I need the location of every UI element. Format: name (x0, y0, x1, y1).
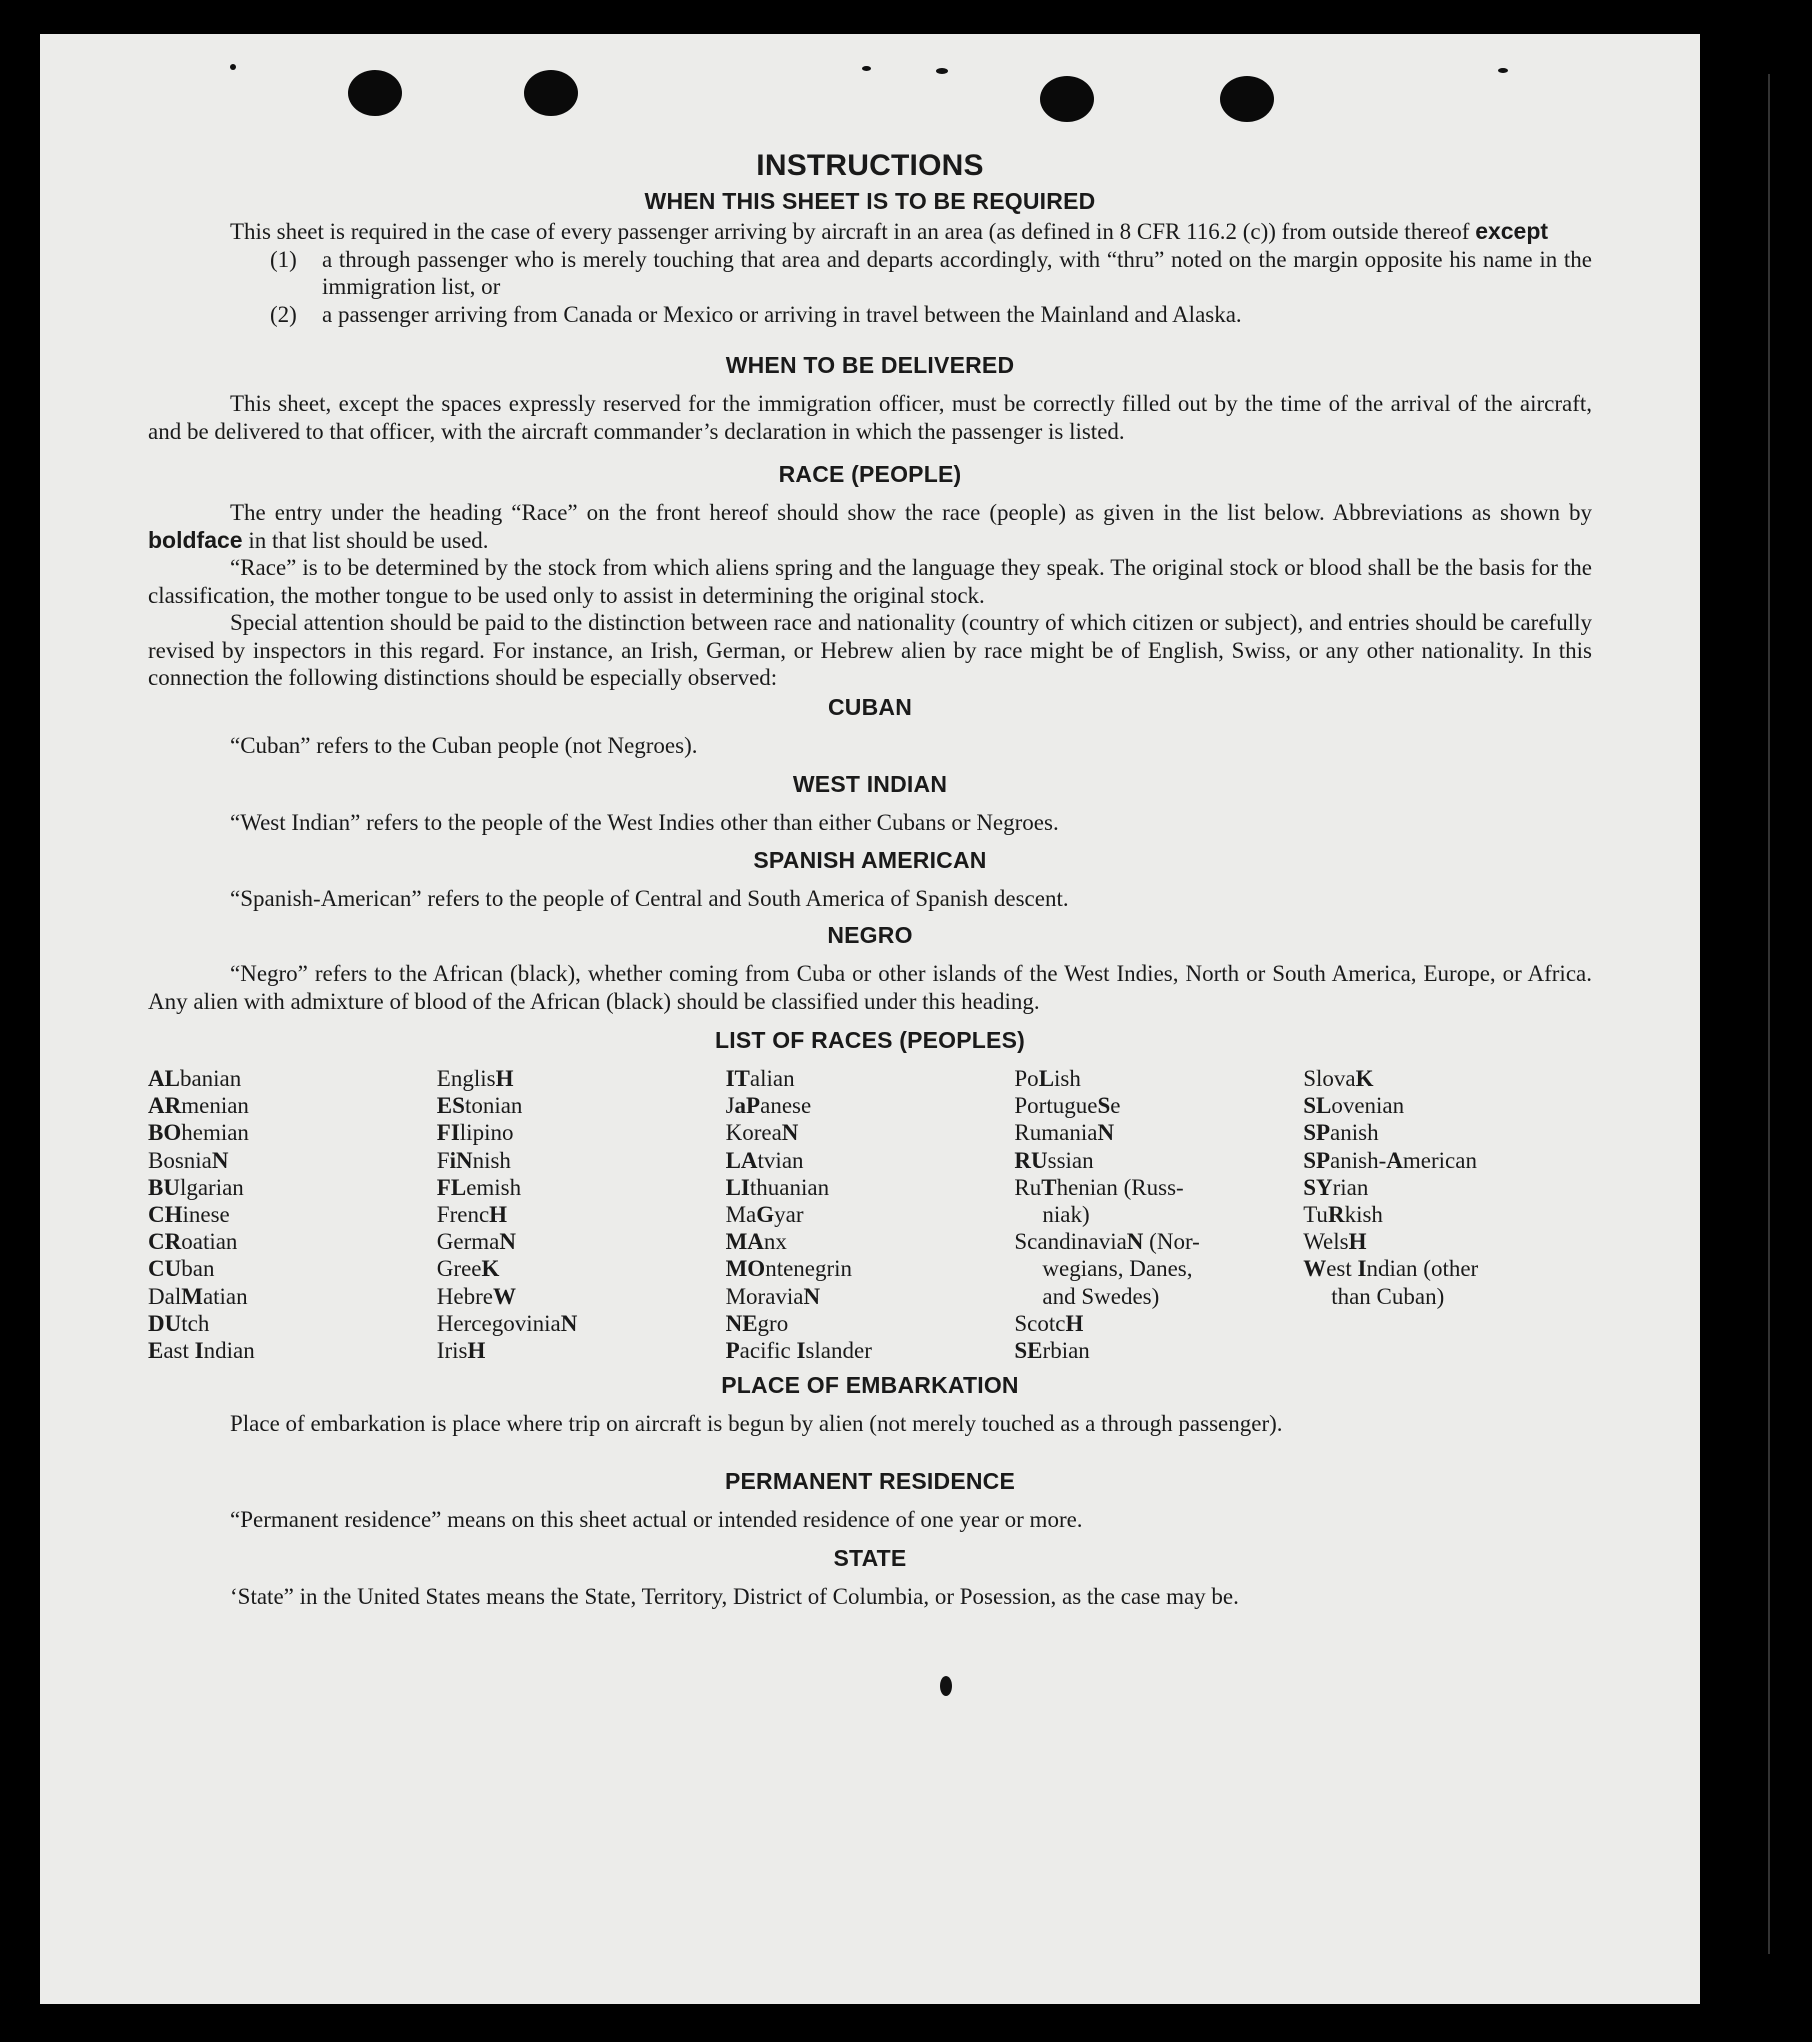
race-abbreviation: P (725, 1338, 740, 1364)
races-column (1014, 1065, 1303, 1364)
paragraph (148, 499, 1592, 554)
race-text: ish (1054, 1066, 1081, 1091)
item-text: a passenger arriving from Canada or Mexico or arriving in travel between the Mainland and Alaska. (322, 301, 1242, 327)
paragraph (148, 218, 1592, 246)
race-text: yar (774, 1202, 804, 1228)
race-text: Hebre (436, 1283, 493, 1309)
race-text: Slova (1303, 1066, 1356, 1091)
race-abbreviation: G (756, 1202, 775, 1228)
race-entry (148, 1147, 437, 1174)
race-entry (726, 1092, 1015, 1119)
race-abbreviation: H (495, 1066, 514, 1091)
item-number: (2) (270, 301, 297, 327)
section-heading-spanish-american: SPANISH AMERICAN (753, 846, 987, 873)
race-entry (726, 1174, 1015, 1201)
race-entry (1014, 1065, 1303, 1092)
race-entry (726, 1201, 1015, 1228)
race-text: Po (1014, 1066, 1039, 1091)
race-entry (148, 1310, 437, 1337)
section-heading-residence: PERMANENT RESIDENCE (724, 1467, 1016, 1494)
race-abbreviation: aP (734, 1093, 761, 1119)
race-entry (437, 1255, 726, 1282)
race-abbreviation: I (1357, 1256, 1367, 1282)
paragraph: “Spanish-American” refers to the people of Central and South America of Spanish descent. (230, 885, 1069, 911)
text: in that list should be used. (248, 527, 489, 553)
race-abbreviation: A (1386, 1147, 1403, 1173)
race-entry (1303, 1174, 1592, 1201)
race-text: Englis (436, 1066, 496, 1091)
race-text: Gree (436, 1256, 482, 1282)
race-text: (Nor- (1143, 1229, 1200, 1255)
race-text: ndian (203, 1338, 255, 1364)
race-abbreviation: H (467, 1338, 486, 1364)
race-abbreviation: E (148, 1338, 164, 1364)
race-text: ban (181, 1256, 215, 1282)
race-text: F (436, 1147, 450, 1173)
race-entry (148, 1337, 437, 1364)
race-abbreviation: LA (725, 1147, 758, 1173)
race-abbreviation: MO (725, 1256, 766, 1282)
race-abbreviation: SP (1303, 1120, 1331, 1146)
race-entry (1303, 1255, 1592, 1282)
race-abbreviation: CR (148, 1229, 182, 1255)
ink-speck (936, 68, 948, 74)
item-number: (1) (270, 246, 297, 272)
race-text: nish (472, 1147, 511, 1173)
page-edge-line (1768, 74, 1770, 1954)
race-entry (726, 1255, 1015, 1282)
item-text: a through passenger who is merely touching that area and departs accordingly, with “thru” noted on the margin opposite his name in the immigration list, or (322, 246, 1592, 299)
race-entry (726, 1147, 1015, 1174)
race-text: ast (163, 1338, 195, 1364)
race-text: banian (179, 1066, 242, 1091)
race-entry (1014, 1283, 1303, 1310)
race-text: Portugue (1014, 1093, 1098, 1119)
race-text: Iris (436, 1338, 468, 1364)
race-text: nx (763, 1229, 787, 1255)
race-abbreviation: N (781, 1120, 799, 1146)
document-sheet (40, 34, 1700, 2004)
race-entry (437, 1337, 726, 1364)
race-abbreviation: FL (436, 1174, 467, 1200)
race-abbreviation: CU (148, 1256, 182, 1282)
race-text: Hercegovinia (436, 1310, 561, 1336)
races-column (726, 1065, 1015, 1364)
text: The entry under the heading “Race” on the front hereof should show the race (people) as given in the list below. Abbreviations as shown by (230, 500, 1592, 525)
list-item (148, 246, 1592, 301)
text: This sheet is required in the case of every passenger arriving by aircraft in an area (as defined in 8 CFR 116.2 (c)) from outside thereof (230, 219, 1470, 244)
race-text: henian (Russ- (1056, 1174, 1184, 1200)
race-text: Korea (725, 1120, 782, 1146)
race-abbreviation: MA (725, 1229, 764, 1255)
races-column (1303, 1065, 1592, 1364)
race-text: tvian (757, 1147, 804, 1173)
races-list (148, 1065, 1592, 1364)
race-entry (1014, 1228, 1303, 1255)
race-text: wegians, Danes, (1042, 1256, 1193, 1282)
paragraph: ‘State” in the United States means the State, Territory, District of Columbia, or Posession, as the case may be. (230, 1584, 1239, 1610)
race-abbreviation: N (803, 1283, 821, 1309)
race-abbreviation: SP (1303, 1147, 1331, 1173)
race-abbreviation: N (211, 1147, 229, 1173)
race-entry (1014, 1310, 1303, 1337)
race-text: ntenegrin (765, 1256, 853, 1282)
race-text: alian (749, 1066, 795, 1091)
section-heading-negro: NEGRO (827, 922, 913, 948)
race-abbreviation: FI (436, 1120, 460, 1146)
race-entry (1014, 1201, 1303, 1228)
race-entry (726, 1065, 1015, 1092)
race-text: Moravia (725, 1283, 804, 1309)
race-entry (1014, 1255, 1303, 1282)
race-text: Germa (436, 1229, 500, 1255)
race-abbreviation: N (1097, 1120, 1115, 1146)
race-abbreviation: R (1327, 1202, 1345, 1228)
race-text: anish- (1330, 1147, 1387, 1173)
section-heading-delivered: WHEN TO BE DELIVERED (725, 352, 1015, 378)
race-abbreviation: H (1348, 1229, 1367, 1255)
race-text: tch (181, 1310, 210, 1336)
section-heading-west-indian: WEST INDIAN (792, 771, 948, 797)
race-abbreviation: N (560, 1310, 578, 1336)
race-entry (148, 1255, 437, 1282)
race-entry (1303, 1201, 1592, 1228)
race-abbreviation: W (492, 1283, 516, 1309)
ink-speck (862, 66, 871, 71)
race-entry (1014, 1337, 1303, 1364)
race-entry (148, 1201, 437, 1228)
race-text: ndian (other (1366, 1256, 1479, 1282)
race-text: kish (1344, 1202, 1383, 1228)
race-text: lgarian (179, 1174, 244, 1200)
ink-speck (230, 64, 236, 70)
race-entry (1303, 1119, 1592, 1146)
race-text: Rumania (1014, 1120, 1098, 1146)
race-entry (437, 1174, 726, 1201)
boldface-word: boldface (148, 526, 243, 553)
race-text: Frenc (436, 1202, 490, 1228)
race-abbreviation: SE (1014, 1338, 1043, 1364)
race-text: ssian (1047, 1147, 1094, 1173)
race-entry (148, 1119, 437, 1146)
race-text: oatian (181, 1229, 238, 1255)
paragraph: “Race” is to be determined by the stock from which aliens spring and the language they speak. The original stock or blood shall be the basis for the classification, the mother tongue to be used only to assist in determining the original stock. (148, 555, 1592, 608)
race-text: menian (181, 1093, 249, 1119)
race-abbreviation: L (1038, 1066, 1055, 1091)
race-entry (437, 1310, 726, 1337)
race-text: rian (1332, 1174, 1369, 1200)
race-text: lipino (459, 1120, 514, 1146)
race-abbreviation: AR (148, 1093, 182, 1119)
race-abbreviation: SY (1303, 1174, 1333, 1200)
race-abbreviation: I (194, 1338, 204, 1364)
race-abbreviation: DU (148, 1310, 182, 1336)
section-heading-required: WHEN THIS SHEET IS TO BE REQUIRED (644, 188, 1096, 214)
paragraph: “Cuban” refers to the Cuban people (not Negroes). (230, 732, 698, 758)
race-text: J (725, 1093, 735, 1119)
race-abbreviation: N (499, 1229, 516, 1255)
race-entry (726, 1228, 1015, 1255)
race-text: anish (1330, 1120, 1379, 1146)
race-entry (148, 1283, 437, 1310)
race-entry (437, 1283, 726, 1310)
races-column (437, 1065, 726, 1364)
race-entry (726, 1283, 1015, 1310)
race-entry (437, 1201, 726, 1228)
section-heading-race: RACE (PEOPLE) (778, 461, 962, 487)
race-text: rbian (1042, 1338, 1090, 1364)
race-entry (1303, 1092, 1592, 1119)
race-entry (148, 1065, 437, 1092)
punch-hole (1220, 76, 1274, 122)
paragraph: “Permanent residence” means on this sheet actual or intended residence of one year or more. (230, 1506, 1083, 1532)
race-entry (437, 1092, 726, 1119)
race-abbreviation: IT (725, 1066, 750, 1091)
race-text: e (1110, 1093, 1121, 1119)
race-text: merican (1402, 1147, 1477, 1173)
race-text: than Cuban) (1331, 1283, 1445, 1309)
race-text: Scotc (1014, 1310, 1066, 1336)
race-text: atian (202, 1283, 248, 1309)
race-abbreviation: K (1355, 1066, 1374, 1091)
race-entry (1014, 1119, 1303, 1146)
instructions-content (148, 146, 1592, 1611)
race-text: hemian (181, 1120, 249, 1146)
race-text: Ma (725, 1202, 757, 1228)
race-entry (1303, 1283, 1592, 1310)
race-entry (148, 1174, 437, 1201)
race-abbreviation: LI (725, 1174, 750, 1200)
race-text: gro (757, 1310, 789, 1336)
race-entry (1303, 1228, 1592, 1255)
race-abbreviation: H (1065, 1310, 1084, 1336)
race-text: Bosnia (148, 1147, 212, 1173)
race-abbreviation: iN (449, 1147, 473, 1173)
race-text: Scandinavia (1014, 1229, 1127, 1255)
race-text: inese (182, 1202, 230, 1228)
section-heading-cuban: CUBAN (827, 693, 913, 720)
race-abbreviation: N (1126, 1229, 1144, 1255)
punch-hole (524, 70, 578, 116)
race-text: Ru (1014, 1174, 1042, 1200)
paragraph: This sheet, except the spaces expressly reserved for the immigration officer, must be correctly filled out by the time of the arrival of the aircraft, and be delivered to that officer, with the aircraft commander’s declaration in which the passenger is listed. (148, 391, 1592, 444)
paragraph: Place of embarkation is place where trip on aircraft is begun by alien (not merely touched as a through passenger). (230, 1411, 1283, 1437)
race-entry (437, 1065, 726, 1092)
race-abbreviation: I (796, 1338, 806, 1364)
race-text: Dal (148, 1283, 182, 1309)
punch-hole (348, 70, 402, 116)
race-entry (1014, 1092, 1303, 1119)
race-text: niak) (1042, 1202, 1090, 1228)
race-entry (437, 1147, 726, 1174)
except-word: except (1475, 218, 1549, 244)
race-entry (726, 1119, 1015, 1146)
race-text: est (1326, 1256, 1358, 1282)
race-text: Wels (1303, 1229, 1349, 1255)
race-text: acific (739, 1338, 797, 1364)
race-abbreviation: ES (436, 1093, 465, 1119)
paragraph: “West Indian” refers to the people of the West Indies other than either Cubans or Negroes. (230, 810, 1059, 835)
race-abbreviation: S (1097, 1093, 1111, 1119)
race-abbreviation: AL (148, 1066, 180, 1091)
race-text: tonian (464, 1093, 523, 1119)
race-text: emish (466, 1174, 522, 1200)
race-entry (726, 1310, 1015, 1337)
race-entry (1014, 1174, 1303, 1201)
race-entry (148, 1228, 437, 1255)
paragraph: Special attention should be paid to the distinction between race and nationality (country of which citizen or subject), and entries should be carefully revised by inspectors in this regard. For instance, an Irish, German, or Hebrew alien by race might be of English, Swiss, or any other nationality. In this connection the following distinctions should be especially observed: (148, 610, 1592, 690)
race-text: anese (760, 1093, 812, 1119)
race-text: thuanian (749, 1174, 830, 1200)
race-text: Tu (1303, 1202, 1328, 1228)
race-text: and Swedes) (1042, 1283, 1160, 1309)
section-heading-embarkation: PLACE OF EMBARKATION (721, 1372, 1019, 1399)
race-abbreviation: NE (725, 1310, 758, 1336)
race-abbreviation: RU (1014, 1147, 1048, 1173)
race-abbreviation: SL (1303, 1093, 1332, 1119)
ink-speck (940, 1676, 952, 1696)
race-abbreviation: BU (148, 1174, 180, 1200)
punch-hole (1040, 76, 1094, 122)
page-title: INSTRUCTIONS (756, 149, 984, 182)
section-heading-state: STATE (833, 1545, 907, 1572)
race-abbreviation: H (489, 1202, 508, 1228)
race-entry (437, 1119, 726, 1146)
list-of-races-heading: LIST OF RACES (PEOPLES) (714, 1027, 1025, 1053)
ink-speck (1498, 68, 1508, 73)
race-abbreviation: T (1041, 1174, 1057, 1200)
race-entry (148, 1092, 437, 1119)
race-entry (1303, 1065, 1592, 1092)
race-abbreviation: W (1303, 1256, 1327, 1282)
race-entry (726, 1337, 1015, 1364)
race-abbreviation: M (181, 1283, 203, 1309)
race-abbreviation: BO (148, 1120, 182, 1146)
paragraph: “Negro” refers to the African (black), whether coming from Cuba or other islands of the West Indies, North or South America, Europe, or Africa. Any alien with admixture of blood of the African (black) should be classified under this heading. (148, 961, 1592, 1014)
race-entry (1014, 1147, 1303, 1174)
race-abbreviation: K (481, 1256, 500, 1282)
races-column (148, 1065, 437, 1364)
race-text: ovenian (1331, 1093, 1405, 1119)
race-text: slander (805, 1338, 872, 1364)
list-item (148, 301, 1592, 329)
race-abbreviation: CH (148, 1202, 183, 1228)
race-entry (1303, 1147, 1592, 1174)
race-entry (437, 1228, 726, 1255)
